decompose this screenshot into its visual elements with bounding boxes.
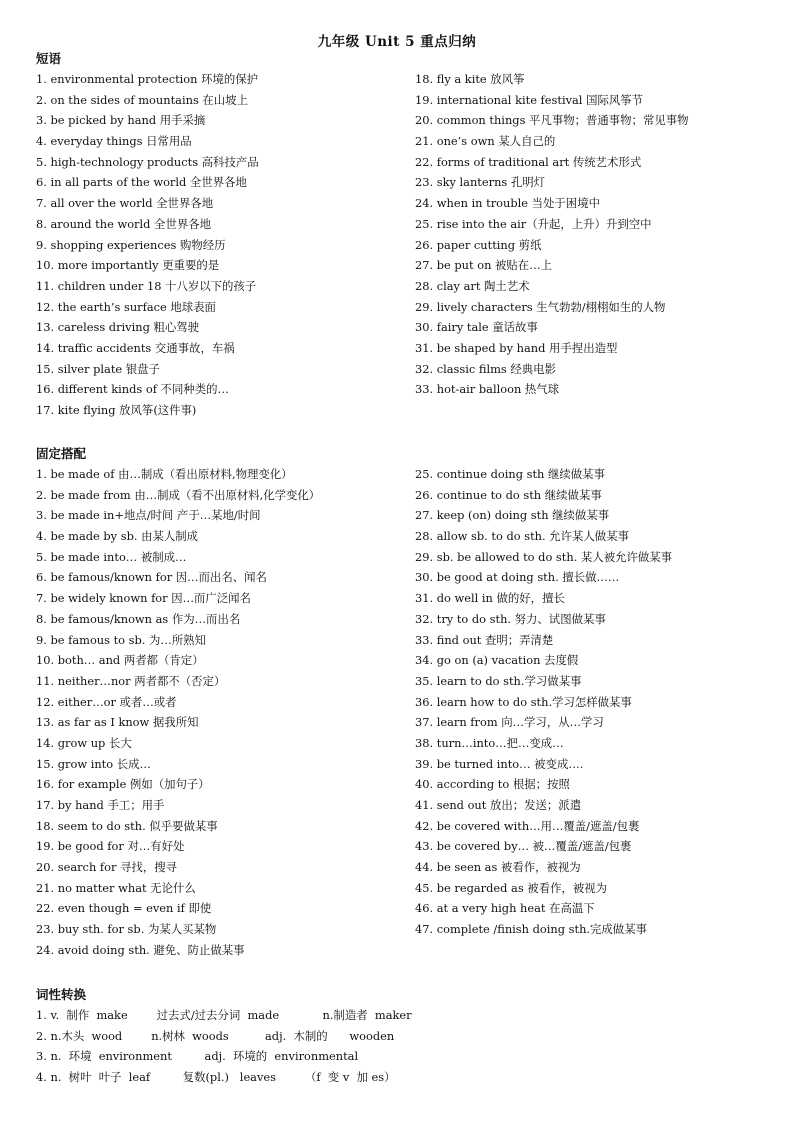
list-item: 23. buy sth. for sb. 为某人买某物 [36,922,217,937]
list-item: 24. avoid doing sth. 避免、防止做某事 [36,942,245,957]
list-item: 10. both… and 两者都（肯定） [36,653,204,668]
list-item: 17. by hand 手工；用手 [36,798,165,812]
list-item: 8. be famous/known as 作为…而出名 [36,611,241,626]
list-item: 30. fairy tale 童话故事 [415,320,538,335]
list-item: 32. classic films 经典电影 [415,361,556,376]
list-item: 27. be put on 被贴在…上 [415,258,552,273]
list-item: 44. be seen as 被看作，被视为 [415,860,581,875]
list-item: 38. turn…into…把…变成… [415,735,564,750]
list-item: 3. n. 环境 environment adj. 环境的 environmental [36,1049,359,1064]
list-item: 43. be covered by… 被…覆盖/遮盖/包裹 [415,839,632,854]
page-title: 九年级 Unit 5 重点归纳 [317,34,477,50]
list-item: 22. even though = even if 即使 [36,901,212,916]
list-item: 1. environmental protection 环境的保护 [36,72,259,86]
list-item: 28. clay art 陶土艺术 [415,278,530,293]
list-item: 12. either…or 或者…或者 [36,694,177,709]
list-item: 3. be made in+地点/时间 产于…某地/时间 [36,508,261,523]
list-item: 31. do well in 做的好，擅长 [415,591,565,606]
list-item: 2. n.木头 wood n.树林 woods adj. 木制的 wooden [36,1028,395,1043]
list-item: 47. complete /finish doing sth.完成做某事 [415,922,647,937]
list-item: 5. be made into… 被制成… [36,549,187,564]
list-item: 45. be regarded as 被看作，被视为 [415,880,608,895]
list-item: 2. on the sides of mountains 在山坡上 [36,92,248,107]
list-item: 1. v. 制作 make 过去式/过去分词 made n.制造者 maker [36,1008,412,1022]
list-item: 6. in all parts of the world 全世界各地 [36,175,247,190]
list-item: 25. rise into the air（升起，上升）升到空中 [415,216,652,231]
list-item: 5. high-technology products 高科技产品 [36,154,259,169]
list-item: 17. kite flying 放风筝(这件事) [36,403,197,417]
list-item: 2. be made from 由…制成（看不出原材料,化学变化） [36,487,321,502]
list-item: 24. when in trouble 当处于困境中 [415,196,600,211]
list-item: 4. n. 树叶 叶子 leaf 复数(pl.) leaves （f 变 v 加 es） [36,1070,396,1085]
section-heading-collocations: 固定搭配 [36,446,87,461]
list-item: 36. learn how to do sth.学习怎样做某事 [415,694,632,709]
list-item: 1. be made of 由…制成（看出原材料,物理变化） [36,467,293,481]
list-item: 42. be covered with…用…覆盖/遮盖/包裹 [415,818,640,833]
list-item: 13. careless driving 粗心驾驶 [36,320,200,335]
list-item: 41. send out 放出；发送；派遣 [415,798,582,812]
list-item: 13. as far as I know 据我所知 [36,715,199,730]
list-item: 18. seem to do sth. 似乎要做某事 [36,818,218,833]
list-item: 19. international kite festival 国际风筝节 [415,92,644,107]
list-item: 11. neither…nor 两者都不（否定） [36,673,226,688]
list-item: 19. be good for 对…有好处 [36,839,185,854]
list-item: 26. continue to do sth 继续做某事 [415,487,602,502]
collocations-right-column [415,464,672,940]
list-item: 35. learn to do sth.学习做某事 [415,673,582,688]
section-heading-conversions: 词性转换 [36,987,87,1002]
list-item: 33. hot-air balloon 热气球 [415,382,560,397]
list-item: 15. grow into 长成… [36,756,151,771]
phrases-left-column [36,69,259,421]
list-item: 21. no matter what 无论什么 [36,880,196,895]
list-item: 4. everyday things 日常用品 [36,134,192,149]
list-item: 46. at a very high heat 在高温下 [415,901,595,916]
collocations-left-column [36,464,320,961]
list-item: 6. be famous/known for 因…而出名、闻名 [36,570,267,585]
list-item: 28. allow sb. to do sth. 允许某人做某事 [415,529,629,544]
phrases-right-column [415,69,689,400]
list-item: 11. children under 18 十八岁以下的孩子 [36,278,257,293]
list-item: 7. be widely known for 因…而广泛闻名 [36,591,251,606]
list-item: 39. be turned into… 被变成…. [415,756,584,771]
list-item: 21. one’s own 某人自己的 [415,134,556,149]
list-item: 23. sky lanterns 孔明灯 [415,175,546,190]
list-item: 16. for example 例如（加句子） [36,777,210,792]
list-item: 7. all over the world 全世界各地 [36,196,214,211]
list-item: 25. continue doing sth 继续做某事 [415,467,605,481]
list-item: 20. search for 寻找，搜寻 [36,860,177,875]
list-item: 3. be picked by hand 用手采摘 [36,113,206,128]
list-item: 9. shopping experiences 购物经历 [36,237,226,252]
list-item: 33. find out 查明；弄清楚 [415,632,554,647]
list-item: 18. fly a kite 放风筝 [415,72,525,86]
list-item: 22. forms of traditional art 传统艺术形式 [415,154,642,169]
list-item: 4. be made by sb. 由某人制成 [36,529,199,544]
list-item: 14. grow up 长大 [36,735,132,750]
list-item: 9. be famous to sb. 为…所熟知 [36,632,206,647]
list-item: 16. different kinds of 不同种类的… [36,382,229,397]
list-item: 15. silver plate 银盘子 [36,361,160,376]
list-item: 27. keep (on) doing sth 继续做某事 [415,508,610,523]
list-item: 8. around the world 全世界各地 [36,216,212,231]
list-item: 14. traffic accidents 交通事故，车祸 [36,340,235,355]
list-item: 12. the earth’s surface 地球表面 [36,299,216,314]
section-heading-phrases: 短语 [36,51,62,66]
list-item: 10. more importantly 更重要的是 [36,258,220,273]
list-item: 31. be shaped by hand 用手捏出造型 [415,340,618,355]
list-item: 34. go on (a) vacation 去度假 [415,653,579,668]
list-item: 29. sb. be allowed to do sth. 某人被允许做某事 [415,549,673,564]
list-item: 29. lively characters 生气勃勃/栩栩如生的人物 [415,299,666,314]
conversions-list [36,1005,412,1088]
list-item: 40. according to 根据；按照 [415,777,570,792]
list-item: 32. try to do sth. 努力、试图做某事 [415,611,606,626]
list-item: 20. common things 平凡事物；普通事物；常见事物 [415,113,689,128]
list-item: 30. be good at doing sth. 擅长做…… [415,570,620,585]
list-item: 26. paper cutting 剪纸 [415,237,542,252]
list-item: 37. learn from 向…学习，从…学习 [415,715,604,730]
